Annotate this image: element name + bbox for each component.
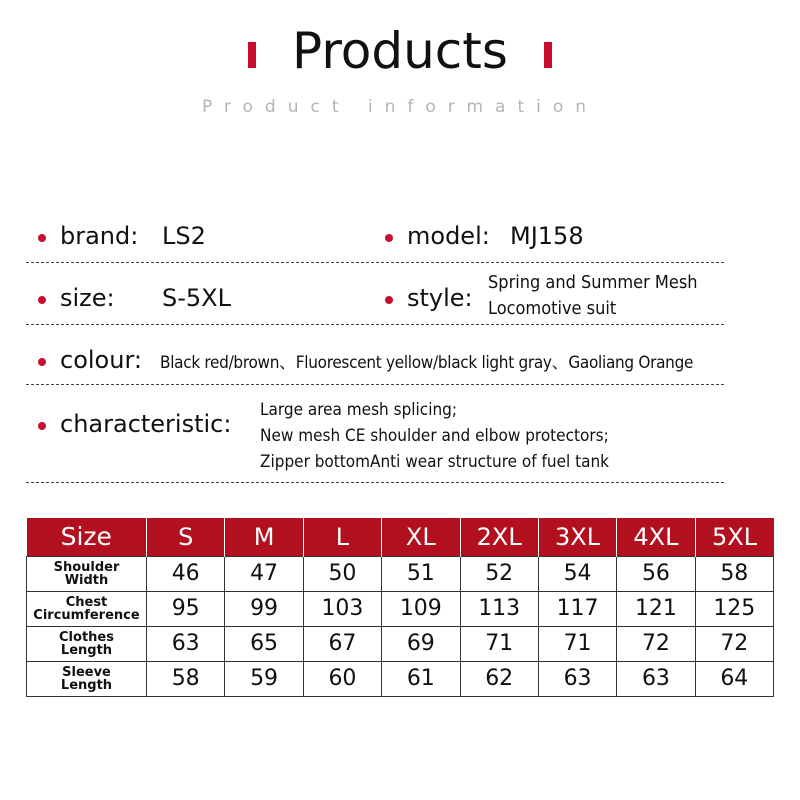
page-title: Products bbox=[292, 22, 508, 80]
table-cell: 50 bbox=[303, 556, 381, 591]
model-value: MJ158 bbox=[510, 222, 584, 250]
colour-value: Black red/brown、Fluorescent yellow/black light gray、Gaoliang Orange bbox=[160, 353, 694, 373]
characteristic-label: characteristic: bbox=[60, 410, 232, 438]
bullet-dot bbox=[38, 358, 46, 366]
characteristic-line3: Zipper bottomAnti wear structure of fuel tank bbox=[260, 452, 610, 472]
header-cell: 3XL bbox=[538, 518, 616, 556]
table-cell: 47 bbox=[225, 556, 303, 591]
bullet-dot bbox=[385, 296, 393, 304]
size-table bbox=[26, 518, 774, 697]
header-cell: 2XL bbox=[460, 518, 538, 556]
table-row bbox=[27, 661, 774, 696]
table-cell: 121 bbox=[617, 591, 695, 626]
table-cell: 52 bbox=[460, 556, 538, 591]
table-cell: 109 bbox=[382, 591, 460, 626]
divider bbox=[26, 482, 724, 483]
table-cell: 99 bbox=[225, 591, 303, 626]
row-header-line: Length bbox=[60, 677, 113, 693]
header-cell: 4XL bbox=[617, 518, 695, 556]
table-cell: 103 bbox=[303, 591, 381, 626]
style-value-line1: Spring and Summer Mesh bbox=[488, 272, 698, 293]
characteristic-line1: Large area mesh splicing; bbox=[260, 400, 458, 420]
table-cell: 64 bbox=[695, 661, 773, 696]
table-cell: 113 bbox=[460, 591, 538, 626]
page-subtitle: Product information bbox=[201, 97, 599, 117]
row-header-line: Shoulder bbox=[53, 559, 120, 575]
divider bbox=[26, 384, 724, 385]
table-cell: 51 bbox=[382, 556, 460, 591]
size-value: S-5XL bbox=[162, 284, 231, 312]
table-cell: 67 bbox=[303, 626, 381, 661]
table-cell: 46 bbox=[147, 556, 225, 591]
table-cell: 58 bbox=[147, 661, 225, 696]
table-row bbox=[27, 626, 774, 661]
table-cell: 60 bbox=[303, 661, 381, 696]
size-table-header bbox=[27, 518, 774, 556]
table-cell: 117 bbox=[538, 591, 616, 626]
bullet-dot bbox=[38, 234, 46, 242]
brand-value: LS2 bbox=[162, 222, 206, 250]
table-cell: 62 bbox=[460, 661, 538, 696]
colour-label: colour: bbox=[60, 346, 142, 374]
table-cell: 54 bbox=[538, 556, 616, 591]
row-header bbox=[27, 661, 147, 696]
table-cell: 69 bbox=[382, 626, 460, 661]
row-header-line: Width bbox=[64, 572, 109, 588]
bullet-dot bbox=[38, 296, 46, 304]
divider bbox=[26, 262, 724, 263]
table-cell: 63 bbox=[147, 626, 225, 661]
header-cell: L bbox=[303, 518, 381, 556]
table-cell: 58 bbox=[695, 556, 773, 591]
row-header bbox=[27, 556, 147, 591]
table-cell: 71 bbox=[460, 626, 538, 661]
header-cell: S bbox=[147, 518, 225, 556]
header-cell: 5XL bbox=[695, 518, 773, 556]
row-header-line: Circumference bbox=[33, 607, 140, 623]
title-wrap bbox=[0, 22, 800, 80]
table-cell: 72 bbox=[617, 626, 695, 661]
table-cell: 63 bbox=[538, 661, 616, 696]
table-cell: 59 bbox=[225, 661, 303, 696]
table-row bbox=[27, 556, 774, 591]
table-cell: 63 bbox=[617, 661, 695, 696]
table-cell: 95 bbox=[147, 591, 225, 626]
row-header-line: Sleeve bbox=[62, 664, 111, 680]
table-cell: 61 bbox=[382, 661, 460, 696]
table-cell: 56 bbox=[617, 556, 695, 591]
header-cell: Size bbox=[27, 518, 147, 556]
row-header bbox=[27, 626, 147, 661]
row-header-line: Length bbox=[60, 642, 113, 658]
row-header-line: Clothes bbox=[59, 629, 114, 645]
header-cell: M bbox=[225, 518, 303, 556]
style-value-line2: Locomotive suit bbox=[488, 298, 617, 319]
row-header-line: Chest bbox=[65, 594, 108, 610]
size-label: size: bbox=[60, 284, 115, 312]
table-cell: 72 bbox=[695, 626, 773, 661]
style-label: style: bbox=[407, 284, 473, 312]
characteristic-line2: New mesh CE shoulder and elbow protectors; bbox=[260, 426, 609, 446]
brand-label: brand: bbox=[60, 222, 139, 250]
bullet-dot bbox=[38, 422, 46, 430]
table-cell: 65 bbox=[225, 626, 303, 661]
bullet-dot bbox=[385, 234, 393, 242]
table-cell: 125 bbox=[695, 591, 773, 626]
header-cell: XL bbox=[382, 518, 460, 556]
table-cell: 71 bbox=[538, 626, 616, 661]
table-row bbox=[27, 591, 774, 626]
model-label: model: bbox=[407, 222, 490, 250]
divider bbox=[26, 324, 724, 325]
row-header bbox=[27, 591, 147, 626]
